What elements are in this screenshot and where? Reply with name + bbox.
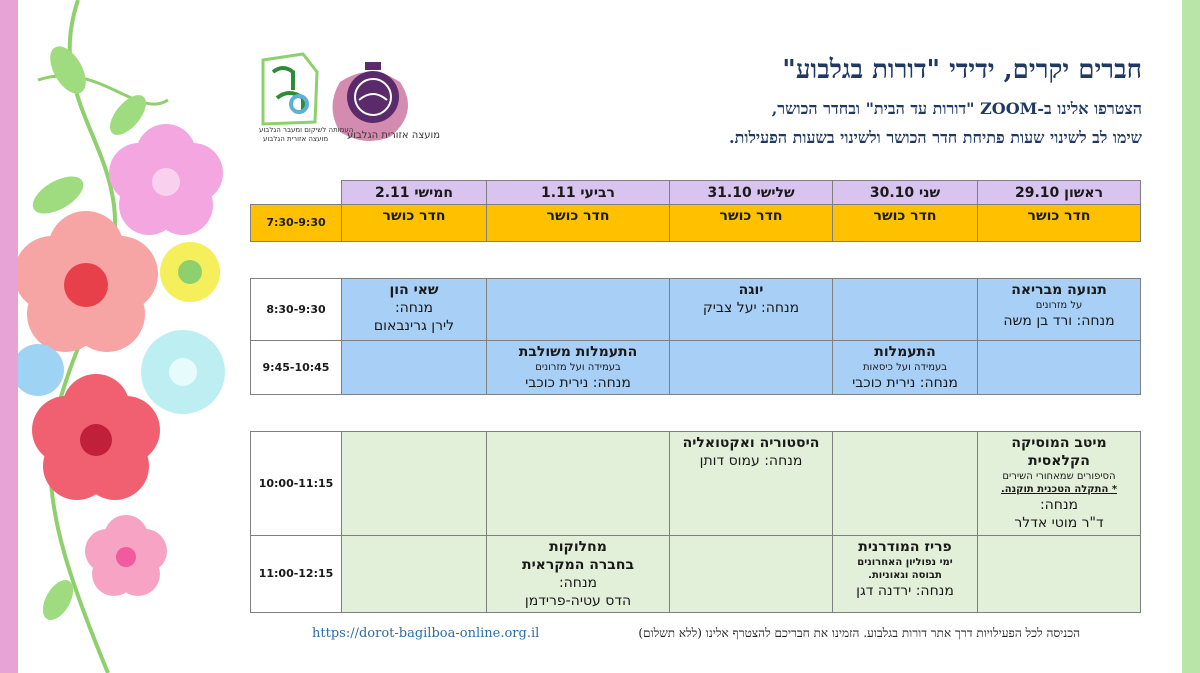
activity-subtitle: ימי נפוליון האחרונים bbox=[857, 557, 953, 568]
gym-cell-thursday: חדר כושר bbox=[342, 205, 487, 242]
day-header-monday: שני 30.10 bbox=[833, 181, 978, 205]
row-time: 9:45-10:45 bbox=[251, 341, 342, 395]
activity-cell bbox=[670, 279, 833, 341]
gym-cell-tuesday: חדר כושר bbox=[670, 205, 833, 242]
empty-cell bbox=[670, 341, 833, 395]
activity-host: ד"ר מוטי אדלר bbox=[1014, 515, 1104, 531]
website-link[interactable]: https://dorot-bagilboa-online.org.il bbox=[312, 626, 540, 641]
activity-cell bbox=[670, 432, 833, 536]
activity-cell bbox=[978, 279, 1141, 341]
empty-cell bbox=[978, 341, 1141, 395]
blue-flower bbox=[18, 344, 64, 396]
small-pink-flower bbox=[85, 515, 167, 596]
zoom-invite-line: הצטרפו אלינו ב-ZOOM "דורות עד הבית" ובחדר הכושר, bbox=[771, 99, 1142, 118]
activity-host: הדס עטיה-פרידמן bbox=[524, 593, 632, 609]
activity-subtitle-line2: תבוסה וגאוניות. bbox=[868, 570, 942, 581]
gym-cell-monday: חדר כושר bbox=[833, 205, 978, 242]
row-time: 11:00-12:15 bbox=[251, 536, 342, 613]
gym-cell-sunday: חדר כושר bbox=[978, 205, 1141, 242]
left-color-stripe bbox=[0, 0, 18, 673]
activity-title: היסטוריה ואקטואליה bbox=[682, 435, 820, 451]
schedule-row-0945 bbox=[251, 341, 1141, 395]
flower-decoration bbox=[18, 0, 248, 673]
council-logo-label: מועצה אזורית הגלבוע bbox=[347, 130, 441, 141]
activity-host: מנחה: עמוס דותן bbox=[699, 453, 803, 469]
empty-cell bbox=[670, 536, 833, 613]
activity-subtitle: בעמידה ועל כיסאות bbox=[862, 362, 948, 373]
empty-cell bbox=[978, 536, 1141, 613]
empty-cell bbox=[342, 536, 487, 613]
activity-host: מנחה: ורד בן משה bbox=[1003, 313, 1115, 329]
activity-cell bbox=[487, 536, 670, 613]
day-header-row bbox=[251, 181, 1141, 205]
activity-host-label: מנחה: bbox=[558, 575, 598, 591]
day-header-thursday: חמישי 2.11 bbox=[342, 181, 487, 205]
day-header-sunday: ראשון 29.10 bbox=[978, 181, 1141, 205]
yellow-flower bbox=[160, 242, 220, 302]
row-time: 10:00-11:15 bbox=[251, 432, 342, 536]
activity-title: יוגה bbox=[738, 282, 764, 298]
activity-cell bbox=[342, 279, 487, 341]
activity-subtitle: על מזרונים bbox=[1035, 300, 1083, 311]
activity-title-line2: בחברה המקראית bbox=[522, 557, 634, 573]
pink-flower-top bbox=[109, 124, 223, 235]
activity-title: שאי הון bbox=[389, 282, 439, 298]
spacer-row bbox=[251, 242, 1141, 261]
activity-cell bbox=[978, 432, 1141, 536]
activity-cell bbox=[833, 536, 978, 613]
gym-cell-wednesday: חדר כושר bbox=[487, 205, 670, 242]
activity-host-label: מנחה: bbox=[1039, 497, 1079, 513]
spacer-row bbox=[251, 395, 1141, 414]
activity-host: מנחה: נירית כוכבי bbox=[525, 375, 631, 391]
spacer-row bbox=[251, 260, 1141, 279]
activity-title: מחלוקות bbox=[549, 539, 607, 555]
cyan-flower bbox=[141, 330, 225, 414]
activity-title: התעמלות משולבת bbox=[518, 344, 638, 360]
activity-subtitle: בעמידה ועל מזרונים bbox=[535, 362, 621, 373]
day-header-tuesday: שלישי 31.10 bbox=[670, 181, 833, 205]
empty-cell bbox=[833, 279, 978, 341]
dorot-logo-caption: העמותה לשיקום ומעבר הגלבוע bbox=[259, 126, 354, 134]
empty-cell bbox=[833, 432, 978, 536]
footer-note: הכניסה לכל הפעילויות דרך אתר דורות בגלבוע. הזמינו את חבריכם להצטרף אלינו (ללא תשלום) bbox=[638, 626, 1080, 640]
activity-title-line2: הקלאסית bbox=[1028, 453, 1090, 469]
right-color-stripe bbox=[1182, 0, 1200, 673]
activity-title: התעמלות bbox=[874, 344, 936, 360]
activity-cell bbox=[487, 341, 670, 395]
empty-cell bbox=[487, 279, 670, 341]
activity-host-label: מנחה: bbox=[394, 300, 434, 316]
activity-host: מנחה: ירדנה דגן bbox=[856, 583, 954, 599]
header-corner bbox=[251, 181, 342, 205]
spacer-row bbox=[251, 413, 1141, 432]
red-flower bbox=[32, 374, 160, 500]
dorot-logo bbox=[263, 54, 317, 124]
logos-area bbox=[255, 52, 445, 147]
page-title: חברים יקרים, ידידי "דורות בגלבוע" bbox=[782, 55, 1142, 85]
activity-host: מנחה: נירית כוכבי bbox=[852, 375, 958, 391]
activity-cell bbox=[833, 341, 978, 395]
schedule-row-1000 bbox=[251, 432, 1141, 536]
empty-cell bbox=[342, 341, 487, 395]
day-header-wednesday: רביעי 1.11 bbox=[487, 181, 670, 205]
row-time: 8:30-9:30 bbox=[251, 279, 342, 341]
dorot-logo-subcaption: מועצה אזורית הגלבוע bbox=[263, 135, 329, 143]
empty-cell bbox=[487, 432, 670, 536]
activity-title: תנועה מבריאה bbox=[1011, 282, 1107, 298]
activity-notice: * התקלה הטכנית תוקנה. bbox=[1000, 484, 1118, 495]
activity-host: לירן גרינבאום bbox=[373, 318, 455, 334]
activity-host: מנחה: יעל צביק bbox=[702, 300, 800, 316]
gym-time: 7:30-9:30 bbox=[251, 205, 342, 242]
weekly-schedule-table bbox=[250, 180, 1141, 613]
schedule-row-1100 bbox=[251, 536, 1141, 613]
activity-title: מיטב המוסיקה bbox=[1011, 435, 1107, 451]
gym-row bbox=[251, 205, 1141, 242]
activity-subtitle: הסיפורים שמאחורי השירים bbox=[1002, 471, 1116, 482]
schedule-change-notice: שימו לב לשינוי שעות פתיחת חדר הכושר ולשינוי בשעות הפעילות. bbox=[729, 128, 1142, 147]
schedule-row-0830 bbox=[251, 279, 1141, 341]
empty-cell bbox=[342, 432, 487, 536]
activity-title: פריז המודרנית bbox=[858, 539, 952, 555]
